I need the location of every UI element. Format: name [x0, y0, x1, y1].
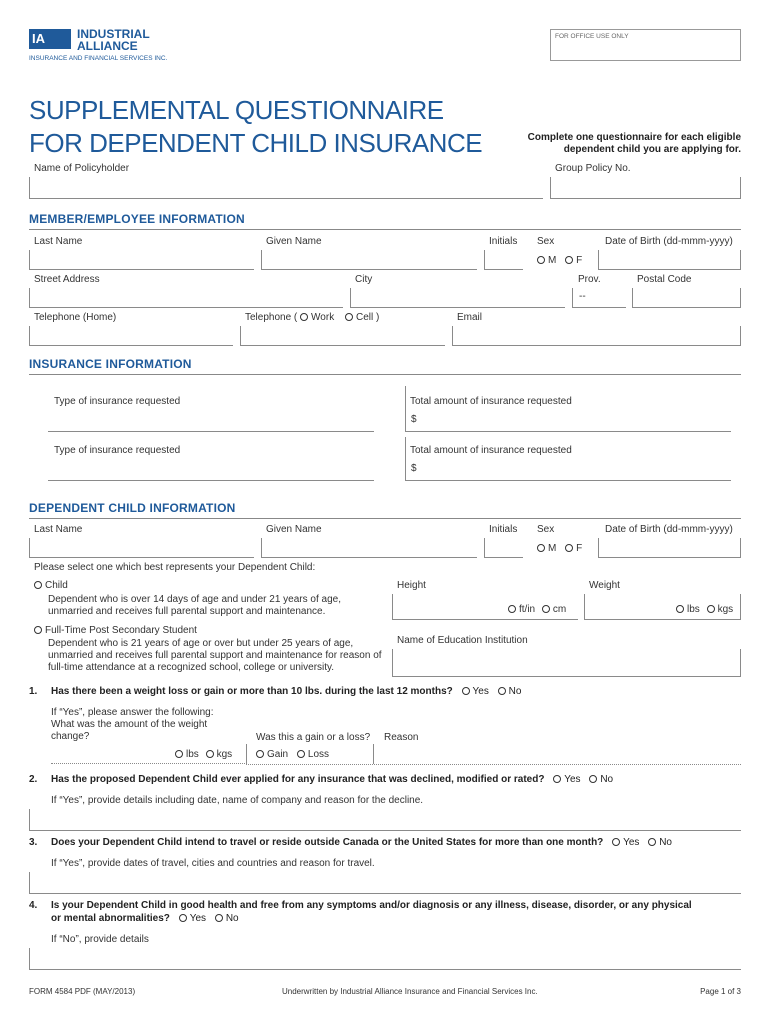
weight-units [676, 604, 733, 615]
radio-icon [300, 313, 308, 321]
member-street-field[interactable] [29, 288, 343, 308]
logo-name-line1: INDUSTRIAL [77, 27, 150, 41]
q2-no-radio[interactable]: No [589, 774, 613, 785]
height-cm-radio[interactable]: cm [542, 604, 566, 615]
q1-lbs-radio[interactable]: lbs [175, 749, 199, 760]
footer-form-number: FORM 4584 PDF (MAY/2013) [29, 987, 136, 996]
radio-icon [462, 687, 470, 695]
child-given-name-field[interactable] [261, 538, 477, 558]
logo-mark: IA [29, 29, 71, 49]
q4-no-radio[interactable]: No [215, 913, 239, 924]
member-initials-field[interactable] [484, 250, 523, 270]
child-initials-field[interactable] [484, 538, 523, 558]
q1-sub-text: If “Yes”, please answer the following: What was the amount of the weight change? [51, 707, 214, 742]
footer-page-number: Page 1 of 3 [700, 987, 741, 996]
q3-yes-radio[interactable]: Yes [612, 837, 639, 848]
member-given-name-label: Given Name [266, 236, 322, 247]
child-description: Dependent who is over 14 days of age and under 21 years of age, unmarried and receives full parental support and maintenance. [48, 594, 341, 617]
q1-no-radio[interactable]: No [498, 686, 522, 697]
q4-details-field[interactable] [29, 948, 741, 970]
member-initials-label: Initials [489, 236, 518, 247]
section-rule [29, 229, 741, 230]
member-tel-other-label: Telephone ( Work Cell ) [245, 312, 380, 323]
child-dob-field[interactable] [598, 538, 741, 558]
member-postal-field[interactable] [632, 288, 741, 308]
member-city-field[interactable] [350, 288, 565, 308]
weight-lbs-radio[interactable]: lbs [676, 604, 700, 615]
radio-icon [34, 581, 42, 589]
q4-yes-radio[interactable]: Yes [179, 913, 206, 924]
group-policy-field[interactable] [550, 177, 741, 199]
child-sex-f-radio[interactable]: F [565, 543, 582, 554]
member-dob-label: Date of Birth (dd-mmm-yyyy) [605, 236, 733, 247]
insurance-amount-1-label: Total amount of insurance requested [410, 396, 572, 407]
member-tel-other-field[interactable] [240, 326, 445, 346]
q1-kgs-radio[interactable]: kgs [206, 749, 233, 760]
q3-sub-text: If “Yes”, provide dates of travel, cities and countries and reason for travel. [51, 858, 375, 869]
weight-label: Weight [589, 580, 620, 591]
member-sex-m-radio[interactable]: M [537, 255, 556, 266]
fulltime-option[interactable]: Full-Time Post Secondary Student [34, 625, 197, 636]
radio-icon [648, 838, 656, 846]
insurance-type-2-field[interactable] [48, 459, 374, 481]
q1-unit-options [175, 749, 232, 760]
tel-cell-radio[interactable]: Cell ) [345, 312, 379, 323]
radio-icon [537, 256, 545, 264]
question-3: 3. Does your Dependent Child intend to travel or reside outside Canada or the United States for more than one month? Yes No [29, 837, 672, 848]
question-2: 2. Has the proposed Dependent Child ever applied for any insurance that was declined, modified or rated? Yes No [29, 774, 614, 785]
insurance-amount-2-label: Total amount of insurance requested [410, 445, 572, 456]
instruction-text: Complete one questionnaire for each eligible dependent child you are applying for. [527, 132, 741, 155]
insurance-type-2-label: Type of insurance requested [54, 445, 181, 456]
currency-symbol: $ [411, 463, 417, 474]
radio-icon [565, 544, 573, 552]
radio-icon [537, 544, 545, 552]
insurance-section-title: INSURANCE INFORMATION [29, 357, 192, 371]
q1-reason-label: Reason [384, 732, 419, 743]
company-logo [29, 27, 168, 67]
logo-name-line2: ALLIANCE [77, 39, 138, 53]
member-prov-value: -- [579, 291, 586, 302]
child-sex-m-radio[interactable]: M [537, 543, 556, 554]
question-1: 1. Has there been a weight loss or gain or more than 10 lbs. during the last 12 months? Yes No [29, 686, 522, 697]
question-4: 4. Is your Dependent Child in good health and free from any symptoms and/or diagnosis or any illness, disease, disorder, or any physical or mental abnormalities? Yes No [29, 900, 692, 924]
policyholder-label: Name of Policyholder [34, 163, 130, 174]
radio-icon [34, 626, 42, 634]
tel-work-radio[interactable]: Work [300, 312, 334, 323]
member-city-label: City [355, 274, 373, 285]
member-street-label: Street Address [34, 274, 100, 285]
child-option[interactable]: Child [34, 580, 68, 591]
institution-field[interactable] [392, 649, 741, 677]
member-sex-options [537, 255, 582, 266]
insurance-type-1-label: Type of insurance requested [54, 396, 181, 407]
fulltime-description: Dependent who is 21 years of age or over but under 25 years of age, unmarried and receives full parental support and maintenance for reason of full-time attendance at a recognized school, college or university. [48, 638, 382, 673]
institution-label: Name of Education Institution [397, 635, 528, 646]
q1-amount-field[interactable] [51, 744, 245, 764]
q1-reason-field[interactable] [246, 744, 741, 765]
member-section-title: MEMBER/EMPLOYEE INFORMATION [29, 212, 245, 226]
child-sex-label: Sex [537, 524, 555, 535]
footer-underwritten: Underwritten by Industrial Alliance Insurance and Financial Services Inc. [282, 987, 538, 996]
member-email-label: Email [457, 312, 483, 323]
child-dob-label: Date of Birth (dd-mmm-yyyy) [605, 524, 733, 535]
q3-details-field[interactable] [29, 872, 741, 894]
logo-tagline: INSURANCE AND FINANCIAL SERVICES INC. [29, 55, 168, 62]
member-sex-label: Sex [537, 236, 555, 247]
member-last-name-label: Last Name [34, 236, 83, 247]
q1-gain-radio[interactable]: Gain [256, 749, 288, 760]
member-given-name-field[interactable] [261, 250, 477, 270]
radio-icon [498, 687, 506, 695]
radio-icon [553, 775, 561, 783]
group-policy-label: Group Policy No. [555, 163, 631, 174]
member-prov-select[interactable] [572, 288, 626, 308]
radio-icon [707, 605, 715, 613]
q3-no-radio[interactable]: No [648, 837, 672, 848]
q1-yes-radio[interactable]: Yes [462, 686, 489, 697]
child-given-name-label: Given Name [266, 524, 322, 535]
page-title-line2: FOR DEPENDENT CHILD INSURANCE [29, 128, 483, 158]
member-last-name-field[interactable] [29, 250, 254, 270]
child-last-name-label: Last Name [34, 524, 83, 535]
height-units [508, 604, 566, 615]
section-rule [29, 374, 741, 375]
q1-gainloss-label: Was this a gain or a loss? [256, 732, 371, 743]
radio-icon [676, 605, 684, 613]
insurance-amount-1-field[interactable] [405, 386, 731, 432]
currency-symbol: $ [411, 414, 417, 425]
child-last-name-field[interactable] [29, 538, 254, 558]
page-title-line1: SUPPLEMENTAL QUESTIONNAIRE [29, 95, 444, 125]
insurance-amount-2-field[interactable] [405, 437, 731, 481]
radio-icon [589, 775, 597, 783]
dependent-section-title: DEPENDENT CHILD INFORMATION [29, 501, 236, 515]
member-tel-home-label: Telephone (Home) [34, 312, 117, 323]
radio-icon [345, 313, 353, 321]
weight-kgs-radio[interactable]: kgs [707, 604, 734, 615]
insurance-type-1-field[interactable] [48, 410, 374, 432]
select-prompt: Please select one which best represents your Dependent Child: [34, 562, 316, 573]
radio-icon [612, 838, 620, 846]
q2-yes-radio[interactable]: Yes [553, 774, 580, 785]
office-use-label: FOR OFFICE USE ONLY [555, 33, 629, 40]
radio-icon [206, 750, 214, 758]
radio-icon [175, 750, 183, 758]
radio-icon [542, 605, 550, 613]
q2-sub-text: If “Yes”, provide details including date, name of company and reason for the decline. [51, 795, 424, 806]
child-sex-options [537, 543, 582, 554]
member-tel-home-field[interactable] [29, 326, 233, 346]
member-email-field[interactable] [452, 326, 741, 346]
policyholder-field[interactable] [29, 177, 543, 199]
radio-icon [508, 605, 516, 613]
height-field[interactable] [392, 594, 578, 620]
height-label: Height [397, 580, 426, 591]
height-ftin-radio[interactable]: ft/in [508, 604, 535, 615]
radio-icon [215, 914, 223, 922]
member-dob-field[interactable] [598, 250, 741, 270]
q1-loss-radio[interactable]: Loss [297, 749, 329, 760]
q4-sub-text: If “No”, provide details [51, 934, 149, 945]
section-rule [29, 518, 741, 519]
member-sex-f-radio[interactable]: F [565, 255, 582, 266]
weight-field[interactable] [584, 594, 741, 620]
radio-icon [565, 256, 573, 264]
member-postal-label: Postal Code [637, 274, 692, 285]
radio-icon [179, 914, 187, 922]
q2-details-field[interactable] [29, 809, 741, 831]
child-initials-label: Initials [489, 524, 518, 535]
member-prov-label: Prov. [578, 274, 601, 285]
office-use-box[interactable] [550, 29, 741, 61]
